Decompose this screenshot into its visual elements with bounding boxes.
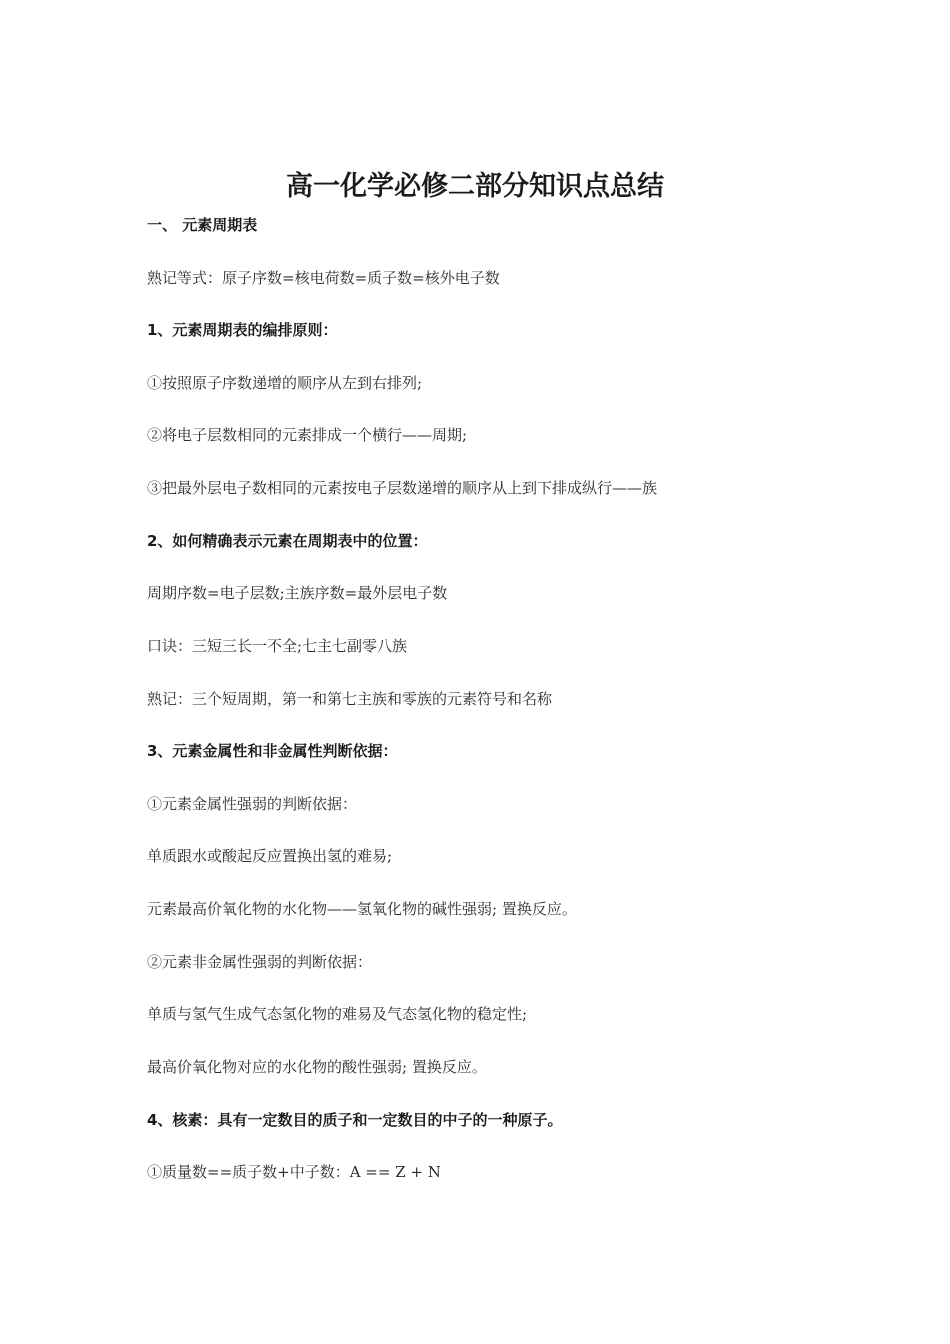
document-title: 高一化学必修二部分知识点总结: [286, 171, 664, 202]
subsection-heading: 1、元素周期表的编排原则：: [147, 321, 338, 339]
paragraph-line: 最高价氧化物对应的水化物的酸性强弱; 置换反应。: [147, 1058, 487, 1076]
paragraph-line: ①质量数==质子数+中子数：A == Z + N: [147, 1163, 441, 1181]
paragraph-line: 口诀：三短三长一不全;七主七副零八族: [147, 637, 408, 655]
paragraph-line: ①元素金属性强弱的判断依据：: [147, 795, 358, 813]
paragraph-line: 熟记等式：原子序数=核电荷数=质子数=核外电子数: [147, 269, 500, 287]
paragraph-line: 元素最高价氧化物的水化物——氢氧化物的碱性强弱; 置换反应。: [147, 900, 577, 918]
subsection-heading: 2、如何精确表示元素在周期表中的位置：: [147, 532, 428, 550]
paragraph-line: 熟记：三个短周期，第一和第七主族和零族的元素符号和名称: [147, 690, 553, 708]
paragraph-line: ③把最外层电子数相同的元素按电子层数递增的顺序从上到下排成纵行——族: [147, 479, 658, 497]
paragraph-line: ①按照原子序数递增的顺序从左到右排列;: [147, 374, 423, 392]
subsection-heading: 4、核素：具有一定数目的质子和一定数目的中子的一种原子。: [147, 1111, 563, 1129]
paragraph-line: 单质与氢气生成气态氢化物的难易及气态氢化物的稳定性;: [147, 1005, 528, 1023]
subsection-heading: 3、元素金属性和非金属性判断依据：: [147, 742, 398, 760]
paragraph-line: ②将电子层数相同的元素排成一个横行——周期;: [147, 426, 468, 444]
paragraph-line: 周期序数=电子层数;主族序数=最外层电子数: [147, 584, 448, 602]
paragraph-line: ②元素非金属性强弱的判断依据：: [147, 953, 373, 971]
section-heading-periodic-table: 一、 元素周期表: [147, 216, 258, 234]
paragraph-line: 单质跟水或酸起反应置换出氢的难易;: [147, 847, 393, 865]
